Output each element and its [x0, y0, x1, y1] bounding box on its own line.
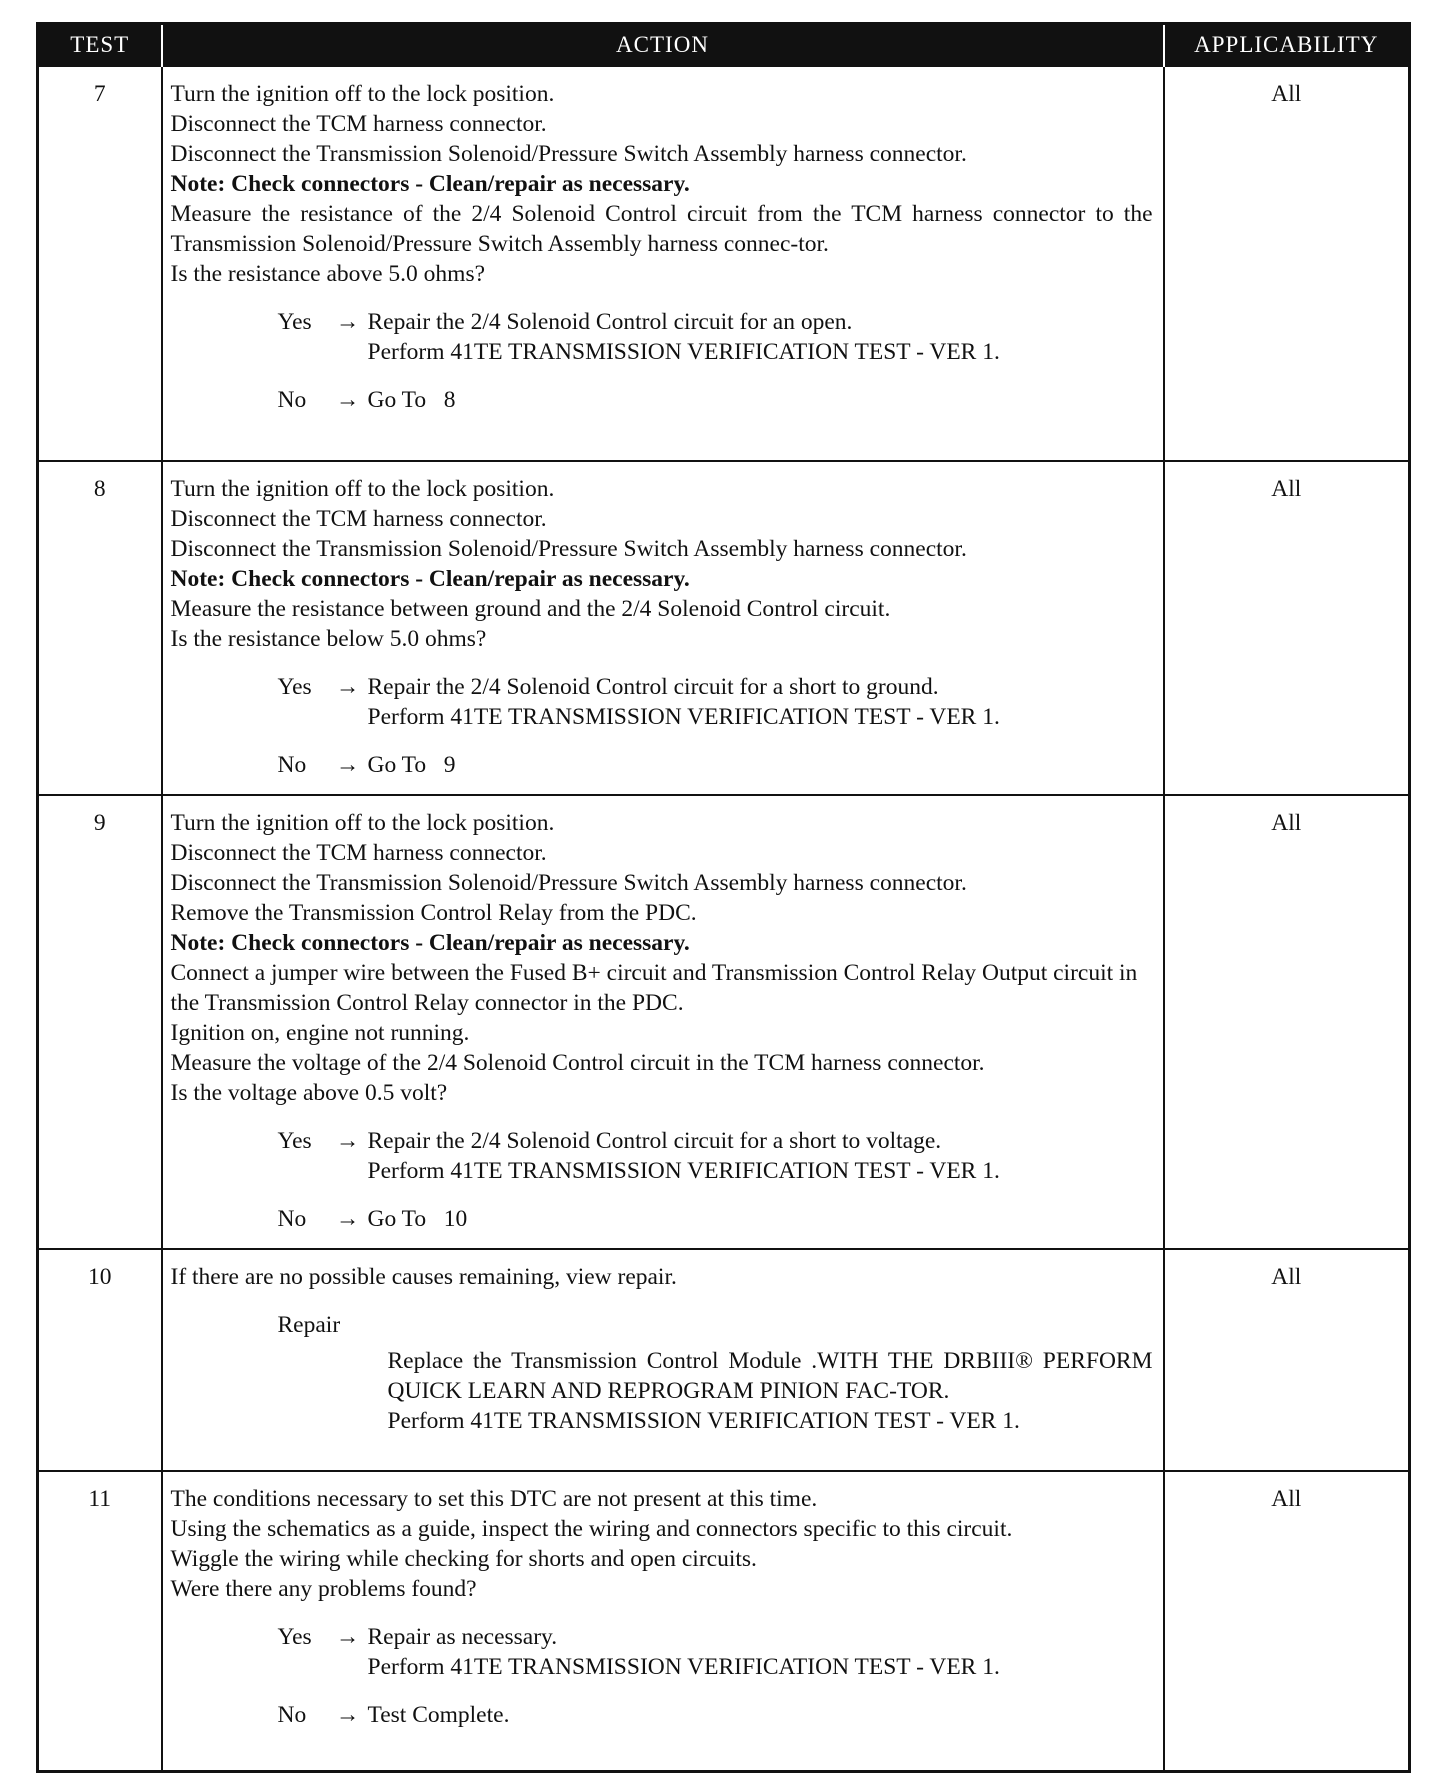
header-applicability: APPLICABILITY	[1164, 24, 1410, 67]
action-line: Is the voltage above 0.5 volt?	[170, 1080, 448, 1106]
no-text: Test Complete.	[367, 1702, 510, 1728]
table-header-row	[38, 24, 1410, 67]
header-test: TEST	[38, 24, 162, 67]
yes-text	[368, 1622, 1153, 1682]
test-number: 8	[38, 461, 162, 795]
arrow-icon: →	[335, 1624, 360, 1650]
action-line: Is the resistance above 5.0 ohms?	[170, 261, 486, 287]
arrow-icon: →	[335, 1702, 360, 1728]
action-cell	[162, 1471, 1164, 1771]
table-row	[38, 1471, 1410, 1771]
test-number: 10	[38, 1249, 162, 1471]
test-number: 11	[38, 1471, 162, 1771]
no-outcome	[278, 385, 1153, 415]
arrow-icon: →	[335, 674, 360, 700]
action-line: Disconnect the Transmission Solenoid/Pressure Switch Assembly harness connector.	[170, 141, 967, 167]
no-label: No	[277, 387, 307, 413]
action-line: Disconnect the Transmission Solenoid/Pressure Switch Assembly harness connector.	[170, 536, 967, 562]
action-cell	[162, 461, 1164, 795]
repair-block	[171, 1310, 1153, 1436]
repair-instructions	[278, 1346, 1153, 1436]
action-line: Turn the ignition off to the lock position.	[170, 81, 555, 107]
applicability-cell: All	[1164, 795, 1410, 1249]
action-line: Disconnect the Transmission Solenoid/Pressure Switch Assembly harness connector.	[170, 870, 967, 896]
action-cell	[162, 1249, 1164, 1471]
diagnostic-test-table	[36, 22, 1411, 1773]
header-action: ACTION	[162, 24, 1164, 67]
action-line: The conditions necessary to set this DTC are not present at this time.	[170, 1486, 818, 1512]
action-line: Wiggle the wiring while checking for shorts and open circuits.	[170, 1546, 757, 1572]
note-text: Note: Check connectors - Clean/repair as necessary.	[170, 171, 690, 197]
yes-text-line: Perform 41TE TRANSMISSION VERIFICATION TEST - VER 1.	[367, 1654, 1000, 1680]
action-line: Is the resistance below 5.0 ohms?	[170, 626, 487, 652]
no-label: No	[277, 1702, 307, 1728]
yes-text	[368, 1126, 1153, 1186]
applicability-cell: All	[1164, 66, 1410, 461]
applicability-cell: All	[1164, 1471, 1410, 1771]
yes-label: Yes	[277, 1128, 312, 1154]
action-line: Using the schematics as a guide, inspect the wiring and connectors specific to this circuit.	[170, 1516, 1013, 1542]
action-line: If there are no possible causes remaining, view repair.	[170, 1264, 677, 1290]
outcomes	[171, 307, 1153, 415]
yes-text-line: Repair the 2/4 Solenoid Control circuit for a short to ground.	[367, 674, 939, 700]
yes-label: Yes	[277, 1624, 312, 1650]
arrow-icon: →	[335, 387, 360, 413]
action-line: Measure the resistance of the 2/4 Solenoid Control circuit from the TCM harness connector to the Transmission Solenoid/Pressure Switch Assembly harness connec-tor.	[170, 201, 1153, 257]
yes-text-line: Perform 41TE TRANSMISSION VERIFICATION TEST - VER 1.	[367, 704, 1000, 730]
action-line: Disconnect the TCM harness connector.	[170, 840, 547, 866]
outcomes	[171, 672, 1153, 780]
no-label: No	[277, 752, 307, 778]
table-row	[38, 461, 1410, 795]
action-cell	[162, 66, 1164, 461]
yes-text-line: Repair the 2/4 Solenoid Control circuit for a short to voltage.	[367, 1128, 942, 1154]
yes-label: Yes	[277, 309, 312, 335]
action-line: Disconnect the TCM harness connector.	[170, 506, 547, 532]
applicability-cell: All	[1164, 461, 1410, 795]
note-text: Note: Check connectors - Clean/repair as necessary.	[170, 566, 690, 592]
table-row	[38, 66, 1410, 461]
yes-label: Yes	[277, 674, 312, 700]
repair-perform-text: Perform 41TE TRANSMISSION VERIFICATION TEST - VER 1.	[387, 1408, 1020, 1434]
arrow-icon: →	[335, 752, 360, 778]
test-number: 9	[38, 795, 162, 1249]
yes-text-line: Perform 41TE TRANSMISSION VERIFICATION TEST - VER 1.	[367, 339, 1000, 365]
action-line: Measure the voltage of the 2/4 Solenoid Control circuit in the TCM harness connector.	[170, 1050, 985, 1076]
yes-outcome	[278, 307, 1153, 367]
no-text: Go To 10	[367, 1206, 468, 1232]
arrow-icon: →	[335, 309, 360, 335]
action-line: Turn the ignition off to the lock position.	[170, 810, 555, 836]
yes-outcome	[278, 672, 1153, 732]
yes-text	[368, 672, 1153, 732]
outcomes	[171, 1126, 1153, 1234]
yes-text-line: Perform 41TE TRANSMISSION VERIFICATION TEST - VER 1.	[367, 1158, 1000, 1184]
action-line: Turn the ignition off to the lock position.	[170, 476, 555, 502]
yes-text	[368, 307, 1153, 367]
table-row	[38, 795, 1410, 1249]
action-line: Ignition on, engine not running.	[170, 1020, 470, 1046]
yes-outcome	[278, 1622, 1153, 1682]
yes-outcome	[278, 1126, 1153, 1186]
table-row	[38, 1249, 1410, 1471]
action-cell	[162, 795, 1164, 1249]
repair-text: Replace the Transmission Control Module .WITH THE DRBIII® PERFORM QUICK LEARN AND REPROGRAM PINION FAC-TOR.	[387, 1348, 1153, 1404]
action-line: Were there any problems found?	[170, 1576, 477, 1602]
no-outcome	[278, 750, 1153, 780]
note-text: Note: Check connectors - Clean/repair as necessary.	[170, 930, 690, 956]
no-outcome	[278, 1700, 1153, 1730]
no-text: Go To 9	[367, 752, 456, 778]
arrow-icon: →	[335, 1128, 360, 1154]
arrow-icon: →	[335, 1206, 360, 1232]
no-outcome	[278, 1204, 1153, 1234]
outcomes	[171, 1622, 1153, 1730]
no-label: No	[277, 1206, 307, 1232]
applicability-cell: All	[1164, 1249, 1410, 1471]
diagnostic-procedure-sheet	[36, 22, 1408, 1773]
action-line: Measure the resistance between ground and the 2/4 Solenoid Control circuit.	[170, 596, 891, 622]
yes-text-line: Repair as necessary.	[367, 1624, 558, 1650]
action-line: Disconnect the TCM harness connector.	[170, 111, 547, 137]
no-text: Go To 8	[367, 387, 456, 413]
test-number: 7	[38, 66, 162, 461]
action-line: Remove the Transmission Control Relay from the PDC.	[170, 900, 697, 926]
action-line: Connect a jumper wire between the Fused B+ circuit and Transmission Control Relay Output circuit in the Transmission Control Relay connector in the PDC.	[170, 960, 1138, 1016]
yes-text-line: Repair the 2/4 Solenoid Control circuit for an open.	[367, 309, 853, 335]
repair-label: Repair	[277, 1312, 341, 1338]
